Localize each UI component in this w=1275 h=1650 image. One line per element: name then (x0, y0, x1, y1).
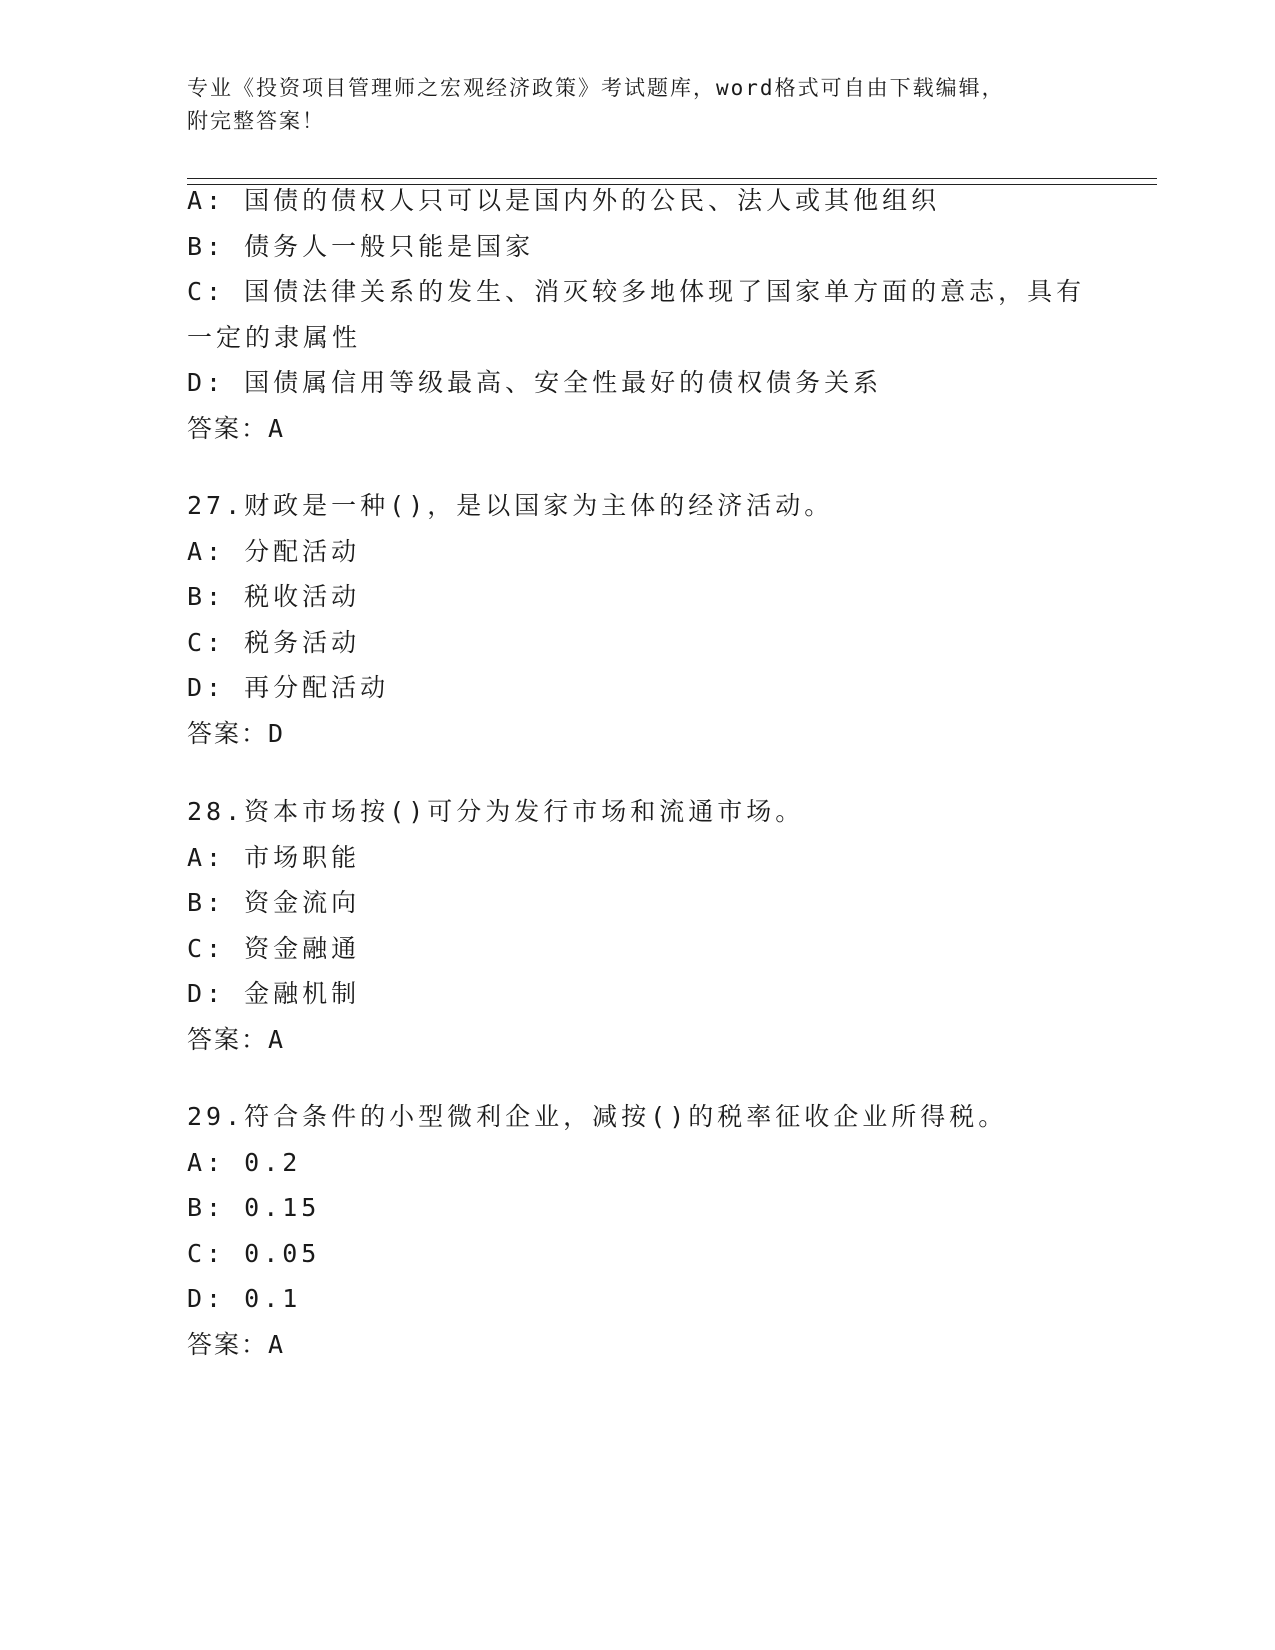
option-c-continued: 一定的隶属性 (187, 322, 362, 352)
answer-line (187, 1017, 1107, 1063)
answer-value: D (268, 718, 286, 748)
option-a: A: 分配活动 (187, 536, 361, 566)
header-line-2: 附完整答案！ (187, 109, 325, 133)
document-header (187, 72, 1087, 138)
answer-label: 答案： (187, 1329, 269, 1359)
option-b: B: 债务人一般只能是国家 (187, 231, 535, 261)
answer-value: A (268, 1329, 286, 1359)
option-d: D: 0.1 (187, 1284, 302, 1313)
answer-line (187, 711, 1107, 757)
option-d: D: 国债属信用等级最高、安全性最好的债权债务关系 (187, 368, 883, 397)
option-d: D: 金融机制 (187, 979, 361, 1008)
question-text: 28.资本市场按()可分为发行市场和流通市场。 (187, 797, 805, 826)
answer-label: 答案： (187, 1024, 269, 1054)
question-28 (187, 789, 1107, 1062)
answer-label: 答案： (187, 413, 269, 443)
option-a: A: 国债的债权人只可以是国内外的公民、法人或其他组织 (187, 186, 941, 215)
question-26 (187, 178, 1107, 451)
option-c: C: 税务活动 (187, 627, 361, 657)
option-c: C: 0.05 (187, 1238, 321, 1268)
question-text: 27.财政是一种()，是以国家为主体的经济活动。 (187, 491, 834, 520)
option-c: C: 资金融通 (187, 933, 361, 963)
option-a: A: 0.2 (187, 1147, 302, 1177)
question-29 (187, 1094, 1107, 1367)
option-c: C: 国债法律关系的发生、消灭较多地体现了国家单方面的意志，具有 (187, 277, 1086, 306)
header-line-1: 专业《投资项目管理师之宏观经济政策》考试题库，word格式可自由下载编辑， (187, 76, 1005, 100)
option-b: B: 税收活动 (187, 582, 361, 611)
answer-line (187, 1322, 1107, 1368)
answer-value: A (268, 1024, 286, 1054)
question-text: 29.符合条件的小型微利企业，减按()的税率征收企业所得税。 (187, 1102, 1008, 1131)
option-a: A: 市场职能 (187, 842, 361, 872)
option-b: B: 0.15 (187, 1193, 321, 1222)
answer-value: A (268, 413, 286, 443)
question-27 (187, 483, 1107, 756)
answer-label: 答案： (187, 718, 269, 748)
option-b: B: 资金流向 (187, 888, 361, 917)
answer-line (187, 406, 1107, 452)
option-d: D: 再分配活动 (187, 673, 390, 702)
